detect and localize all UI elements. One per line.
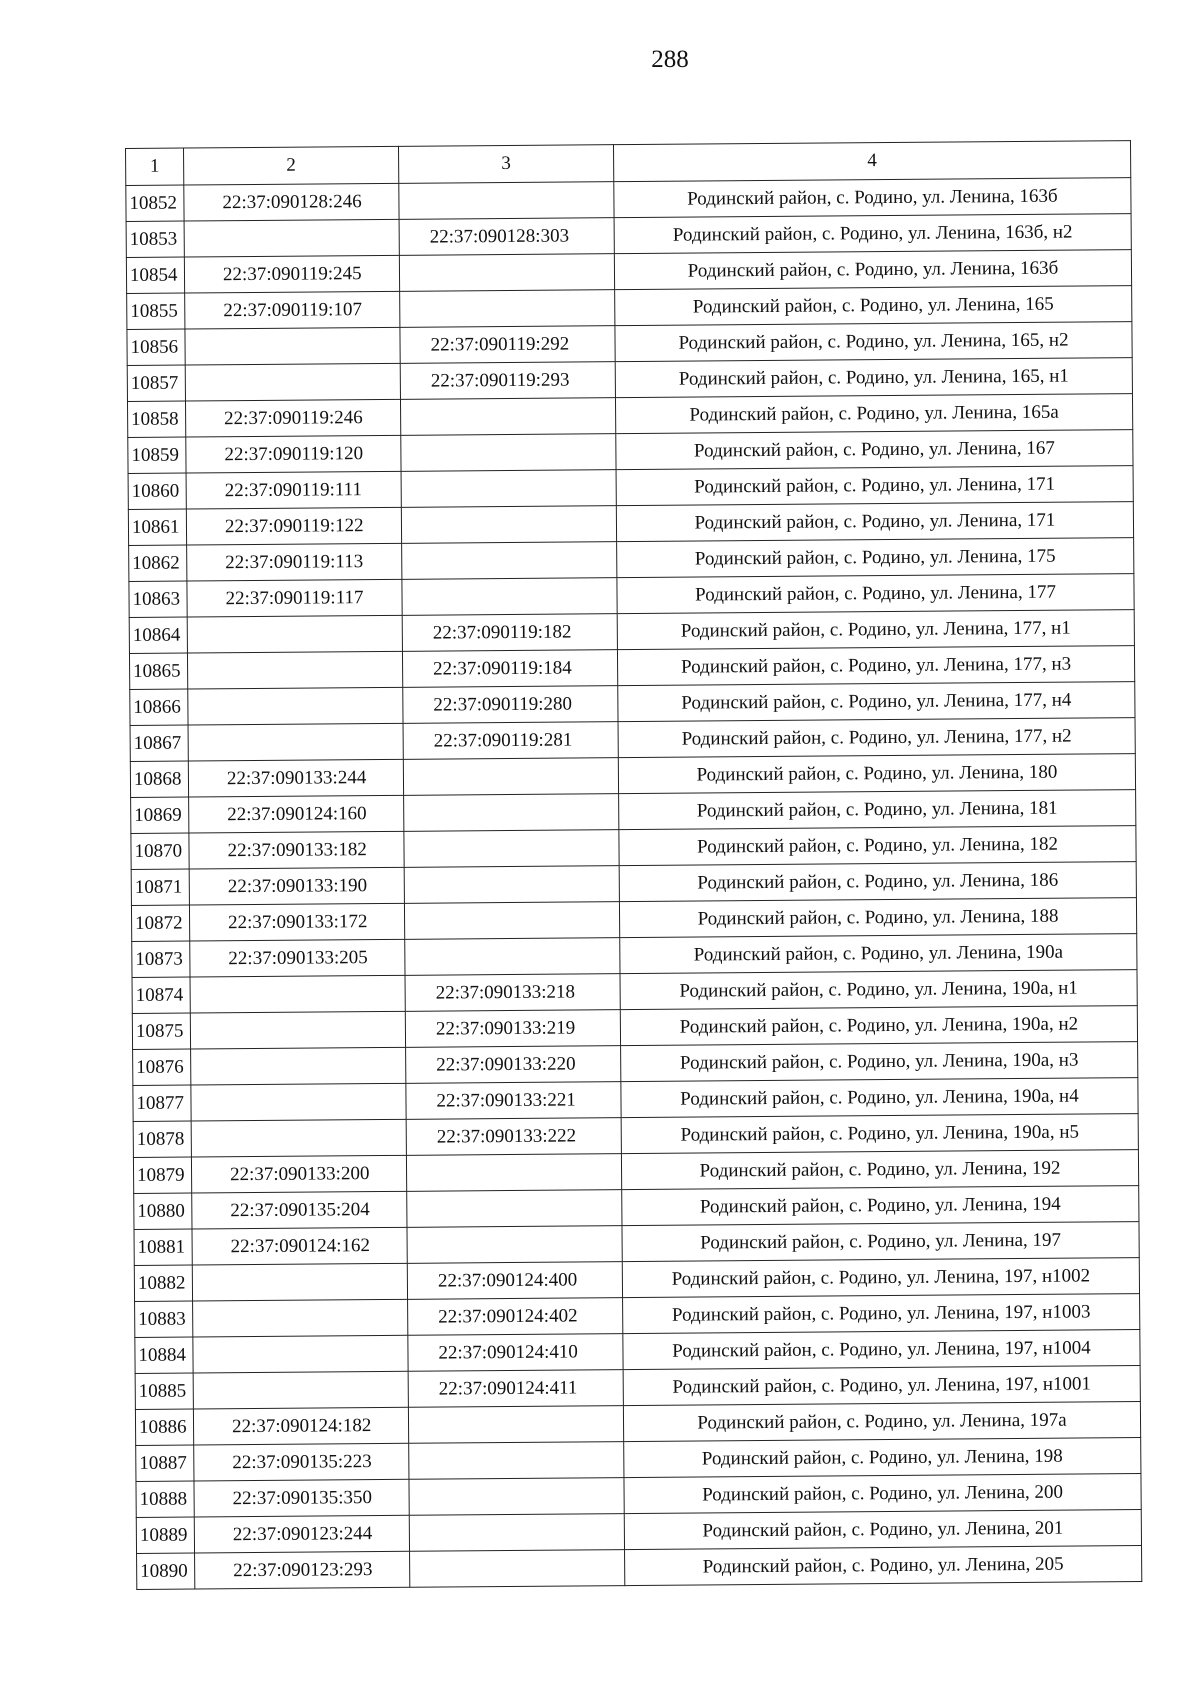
premises-cadastral-cell <box>407 1190 622 1228</box>
row-number-cell: 10885 <box>135 1373 193 1409</box>
cadastral-number-cell <box>188 723 403 761</box>
row-number-cell: 10883 <box>135 1301 193 1337</box>
address-cell: Родинский район, с. Родино, ул. Ленина, 182 <box>619 826 1136 866</box>
address-cell: Родинский район, с. Родино, ул. Ленина, 175 <box>617 538 1134 578</box>
premises-cadastral-cell <box>407 1226 622 1264</box>
premises-cadastral-cell <box>399 182 614 220</box>
address-cell: Родинский район, с. Родино, ул. Ленина, 197, н1002 <box>622 1258 1139 1298</box>
row-number-cell: 10880 <box>134 1193 192 1229</box>
cadastral-number-cell: 22:37:090119:107 <box>185 291 400 329</box>
premises-cadastral-cell <box>402 578 617 616</box>
cadastral-number-cell: 22:37:090124:160 <box>189 795 404 833</box>
cadastral-number-cell: 22:37:090133:190 <box>189 867 404 905</box>
cadastral-number-cell <box>191 1083 406 1121</box>
row-number-cell: 10887 <box>136 1445 194 1481</box>
row-number-cell: 10853 <box>126 221 184 257</box>
row-number-cell: 10874 <box>132 977 190 1013</box>
premises-cadastral-cell <box>404 866 619 904</box>
address-cell: Родинский район, с. Родино, ул. Ленина, 177, н4 <box>618 682 1135 722</box>
cadastral-number-cell: 22:37:090135:223 <box>194 1443 409 1481</box>
premises-cadastral-cell <box>401 470 616 508</box>
cadastral-number-cell: 22:37:090133:182 <box>189 831 404 869</box>
table-row <box>137 1546 1142 1590</box>
cadastral-number-cell: 22:37:090119:113 <box>187 543 402 581</box>
address-cell: Родинский район, с. Родино, ул. Ленина, 177 <box>617 574 1134 614</box>
premises-cadastral-cell <box>406 1154 621 1192</box>
address-cell: Родинский район, с. Родино, ул. Ленина, 177, н1 <box>617 610 1134 650</box>
row-number-cell: 10862 <box>129 545 187 581</box>
address-cell: Родинский район, с. Родино, ул. Ленина, 165 <box>615 286 1132 326</box>
address-cell: Родинский район, с. Родино, ул. Ленина, 190а, н3 <box>621 1042 1138 1082</box>
premises-cadastral-cell <box>405 938 620 976</box>
row-number-cell: 10870 <box>131 833 189 869</box>
address-cell: Родинский район, с. Родино, ул. Ленина, 200 <box>624 1474 1141 1514</box>
address-cell: Родинский район, с. Родино, ул. Ленина, 192 <box>621 1150 1138 1190</box>
cadastral-number-cell: 22:37:090123:244 <box>194 1515 409 1553</box>
row-number-cell: 10858 <box>127 401 185 437</box>
address-cell: Родинский район, с. Родино, ул. Ленина, 186 <box>619 862 1136 902</box>
cadastral-number-cell <box>191 1047 406 1085</box>
address-cell: Родинский район, с. Родино, ул. Ленина, 165, н1 <box>615 358 1132 398</box>
row-number-cell: 10886 <box>135 1409 193 1445</box>
row-number-cell: 10859 <box>128 437 186 473</box>
address-cell: Родинский район, с. Родино, ул. Ленина, 165, н2 <box>615 322 1132 362</box>
cadastral-number-cell <box>191 1119 406 1157</box>
address-cell: Родинский район, с. Родино, ул. Ленина, 180 <box>618 754 1135 794</box>
cadastral-number-cell <box>190 975 405 1013</box>
row-number-cell: 10865 <box>129 653 187 689</box>
address-cell: Родинский район, с. Родино, ул. Ленина, 190а <box>620 934 1137 974</box>
cadastral-number-cell: 22:37:090119:245 <box>184 255 399 293</box>
row-number-cell: 10861 <box>128 509 186 545</box>
premises-cadastral-cell <box>409 1442 624 1480</box>
row-number-cell: 10856 <box>127 329 185 365</box>
table-container <box>125 140 1141 1590</box>
premises-cadastral-cell <box>401 434 616 472</box>
premises-cadastral-cell: 22:37:090133:222 <box>406 1118 621 1156</box>
address-cell: Родинский район, с. Родино, ул. Ленина, 163б <box>614 178 1131 218</box>
premises-cadastral-cell <box>402 542 617 580</box>
premises-cadastral-cell <box>404 830 619 868</box>
cadastral-number-cell <box>190 1011 405 1049</box>
premises-cadastral-cell <box>408 1406 623 1444</box>
row-number-cell: 10868 <box>130 761 188 797</box>
cadastral-number-cell <box>193 1335 408 1373</box>
cadastral-number-cell: 22:37:090119:117 <box>187 579 402 617</box>
cadastral-number-cell: 22:37:090119:246 <box>185 399 400 437</box>
cadastral-number-cell: 22:37:090133:200 <box>191 1155 406 1193</box>
cadastral-number-cell: 22:37:090133:205 <box>190 939 405 977</box>
row-number-cell: 10857 <box>127 365 185 401</box>
row-number-cell: 10876 <box>133 1049 191 1085</box>
row-number-cell: 10879 <box>133 1157 191 1193</box>
premises-cadastral-cell: 22:37:090133:220 <box>406 1046 621 1084</box>
row-number-cell: 10860 <box>128 473 186 509</box>
cadastral-number-cell <box>188 687 403 725</box>
cadastral-number-cell <box>187 615 402 653</box>
address-cell: Родинский район, с. Родино, ул. Ленина, 197 <box>622 1222 1139 1262</box>
address-cell: Родинский район, с. Родино, ул. Ленина, 190а, н1 <box>620 970 1137 1010</box>
address-cell: Родинский район, с. Родино, ул. Ленина, 198 <box>624 1438 1141 1478</box>
row-number-cell: 10855 <box>127 293 185 329</box>
premises-cadastral-cell <box>409 1478 624 1516</box>
cadastral-number-cell <box>193 1371 408 1409</box>
row-number-cell: 10854 <box>126 257 184 293</box>
premises-cadastral-cell: 22:37:090124:410 <box>408 1334 623 1372</box>
address-cell: Родинский район, с. Родино, ул. Ленина, 201 <box>624 1510 1141 1550</box>
header-col-3: 3 <box>398 145 613 184</box>
row-number-cell: 10864 <box>129 617 187 653</box>
page-number: 288 <box>651 46 689 73</box>
premises-cadastral-cell <box>400 290 615 328</box>
address-cell: Родинский район, с. Родино, ул. Ленина, 190а, н2 <box>620 1006 1137 1046</box>
cadastral-number-cell: 22:37:090119:120 <box>186 435 401 473</box>
row-number-cell: 10884 <box>135 1337 193 1373</box>
row-number-cell: 10890 <box>137 1553 195 1589</box>
header-col-1: 1 <box>126 148 184 185</box>
address-cell: Родинский район, с. Родино, ул. Ленина, 177, н2 <box>618 718 1135 758</box>
row-number-cell: 10866 <box>130 689 188 725</box>
address-cell: Родинский район, с. Родино, ул. Ленина, 165а <box>615 394 1132 434</box>
premises-cadastral-cell <box>403 758 618 796</box>
row-number-cell: 10881 <box>134 1229 192 1265</box>
cadastral-number-cell: 22:37:090124:162 <box>192 1227 407 1265</box>
cadastral-number-cell <box>184 219 399 257</box>
address-cell: Родинский район, с. Родино, ул. Ленина, 163б, н2 <box>614 214 1131 254</box>
cadastral-number-cell: 22:37:090119:122 <box>186 507 401 545</box>
premises-cadastral-cell <box>410 1550 625 1588</box>
premises-cadastral-cell: 22:37:090133:219 <box>405 1010 620 1048</box>
cadastral-number-cell: 22:37:090124:182 <box>193 1407 408 1445</box>
premises-cadastral-cell: 22:37:090133:218 <box>405 974 620 1012</box>
premises-cadastral-cell: 22:37:090119:281 <box>403 722 618 760</box>
cadastral-number-cell: 22:37:090135:204 <box>192 1191 407 1229</box>
premises-cadastral-cell: 22:37:090119:184 <box>402 650 617 688</box>
address-cell: Родинский район, с. Родино, ул. Ленина, 197, н1003 <box>623 1294 1140 1334</box>
header-col-4: 4 <box>613 141 1130 182</box>
address-cell: Родинский район, с. Родино, ул. Ленина, 171 <box>616 466 1133 506</box>
address-cell: Родинский район, с. Родино, ул. Ленина, 167 <box>616 430 1133 470</box>
row-number-cell: 10878 <box>133 1121 191 1157</box>
address-cell: Родинский район, с. Родино, ул. Ленина, 163б <box>614 250 1131 290</box>
cadastral-number-cell: 22:37:090133:172 <box>189 903 404 941</box>
premises-cadastral-cell <box>401 506 616 544</box>
address-cell: Родинский район, с. Родино, ул. Ленина, 205 <box>625 1546 1142 1586</box>
premises-cadastral-cell: 22:37:090119:292 <box>400 326 615 364</box>
premises-cadastral-cell: 22:37:090133:221 <box>406 1082 621 1120</box>
cadastral-number-cell <box>185 327 400 365</box>
table-body <box>126 178 1142 1590</box>
cadastral-number-cell: 22:37:090128:246 <box>184 183 399 221</box>
premises-cadastral-cell: 22:37:090124:400 <box>407 1262 622 1300</box>
cadastral-number-cell <box>193 1299 408 1337</box>
premises-cadastral-cell: 22:37:090119:182 <box>402 614 617 652</box>
premises-cadastral-cell <box>400 398 615 436</box>
row-number-cell: 10889 <box>136 1517 194 1553</box>
cadastral-table <box>125 140 1142 1590</box>
cadastral-number-cell <box>185 363 400 401</box>
premises-cadastral-cell: 22:37:090128:303 <box>399 218 614 256</box>
row-number-cell: 10877 <box>133 1085 191 1121</box>
premises-cadastral-cell: 22:37:090119:293 <box>400 362 615 400</box>
premises-cadastral-cell <box>404 902 619 940</box>
premises-cadastral-cell <box>409 1514 624 1552</box>
address-cell: Родинский район, с. Родино, ул. Ленина, 197а <box>623 1402 1140 1442</box>
row-number-cell: 10888 <box>136 1481 194 1517</box>
row-number-cell: 10871 <box>131 869 189 905</box>
premises-cadastral-cell <box>404 794 619 832</box>
address-cell: Родинский район, с. Родино, ул. Ленина, 194 <box>622 1186 1139 1226</box>
address-cell: Родинский район, с. Родино, ул. Ленина, 190а, н4 <box>621 1078 1138 1118</box>
premises-cadastral-cell: 22:37:090124:411 <box>408 1370 623 1408</box>
address-cell: Родинский район, с. Родино, ул. Ленина, 177, н3 <box>617 646 1134 686</box>
row-number-cell: 10852 <box>126 185 184 221</box>
row-number-cell: 10872 <box>131 905 189 941</box>
premises-cadastral-cell: 22:37:090119:280 <box>403 686 618 724</box>
header-col-2: 2 <box>184 146 399 185</box>
address-cell: Родинский район, с. Родино, ул. Ленина, 181 <box>619 790 1136 830</box>
address-cell: Родинский район, с. Родино, ул. Ленина, 197, н1001 <box>623 1366 1140 1406</box>
row-number-cell: 10869 <box>131 797 189 833</box>
address-cell: Родинский район, с. Родино, ул. Ленина, 188 <box>619 898 1136 938</box>
premises-cadastral-cell: 22:37:090124:402 <box>408 1298 623 1336</box>
cadastral-number-cell: 22:37:090133:244 <box>188 759 403 797</box>
cadastral-number-cell <box>187 651 402 689</box>
row-number-cell: 10867 <box>130 725 188 761</box>
cadastral-number-cell: 22:37:090119:111 <box>186 471 401 509</box>
row-number-cell: 10875 <box>132 1013 190 1049</box>
premises-cadastral-cell <box>399 254 614 292</box>
address-cell: Родинский район, с. Родино, ул. Ленина, 197, н1004 <box>623 1330 1140 1370</box>
row-number-cell: 10873 <box>132 941 190 977</box>
address-cell: Родинский район, с. Родино, ул. Ленина, 190а, н5 <box>621 1114 1138 1154</box>
cadastral-number-cell: 22:37:090135:350 <box>194 1479 409 1517</box>
row-number-cell: 10882 <box>134 1265 192 1301</box>
row-number-cell: 10863 <box>129 581 187 617</box>
address-cell: Родинский район, с. Родино, ул. Ленина, 171 <box>616 502 1133 542</box>
cadastral-number-cell: 22:37:090123:293 <box>195 1551 410 1589</box>
cadastral-number-cell <box>192 1263 407 1301</box>
